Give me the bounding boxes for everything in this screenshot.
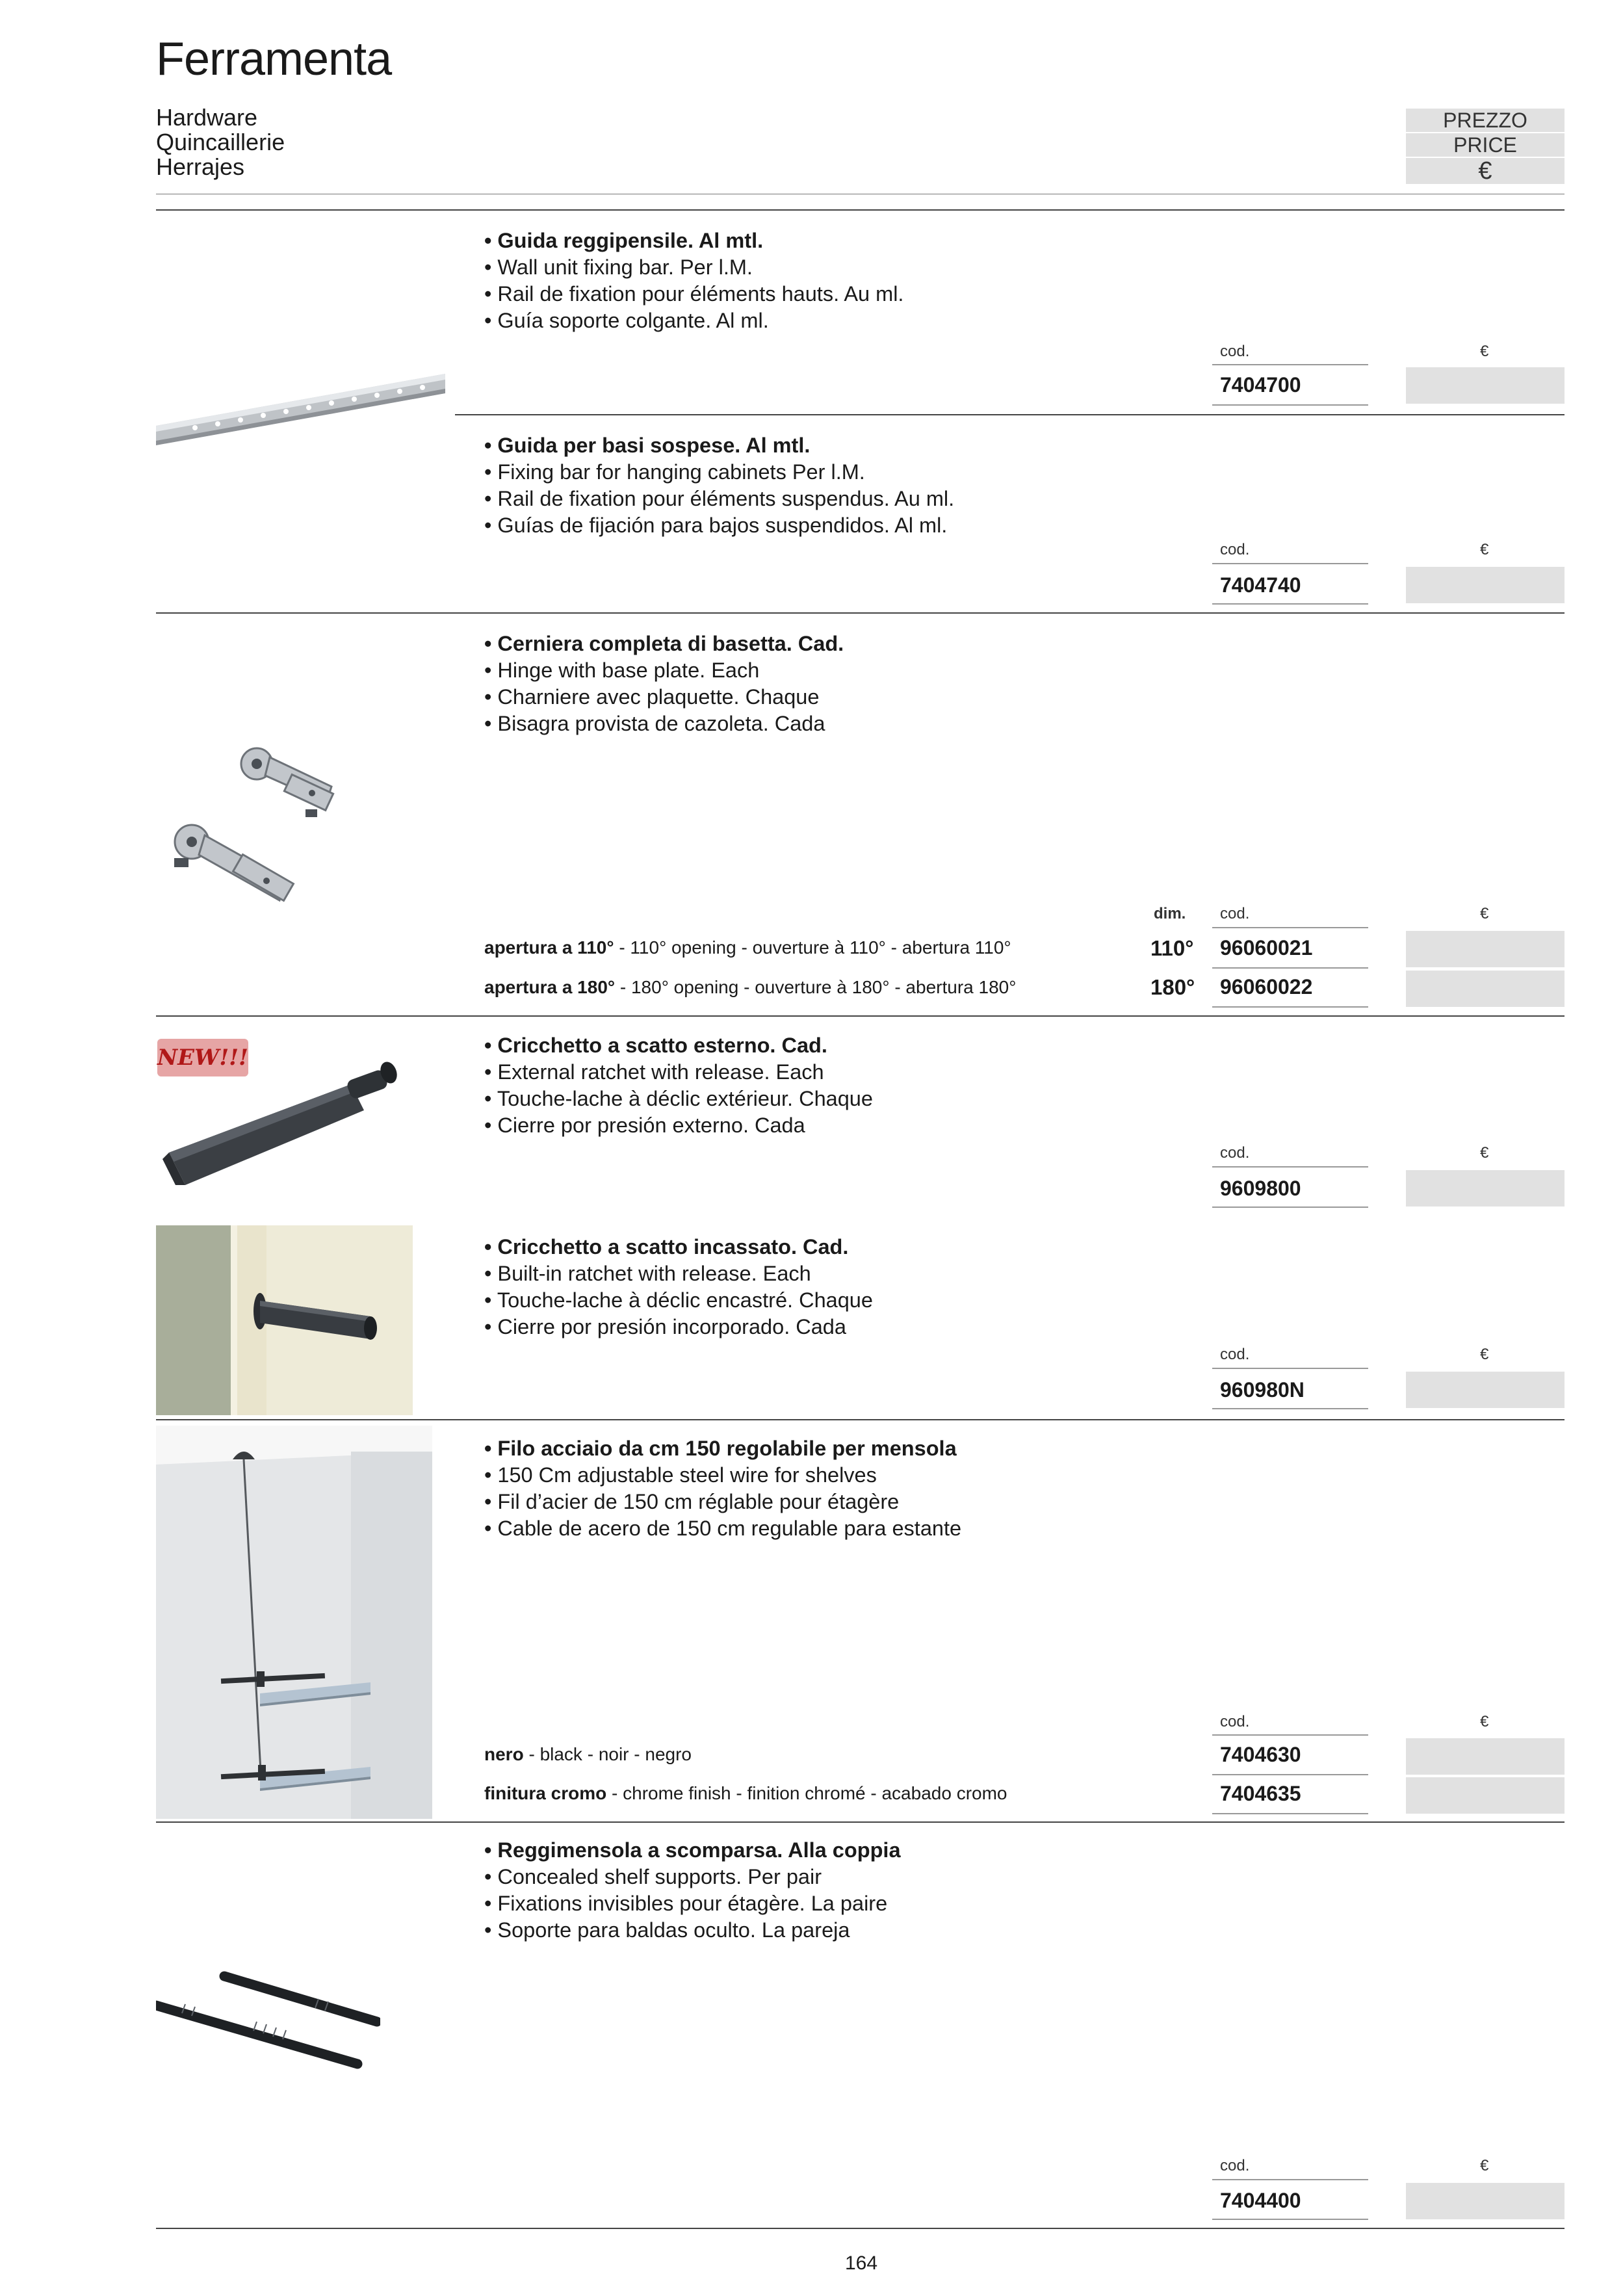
variant-name: finitura cromo — [484, 1783, 607, 1803]
price-field[interactable] — [1406, 1777, 1565, 1814]
product-description-3 — [484, 631, 844, 737]
product-line-fr: • Charniere avec plaquette. Chaque — [484, 685, 820, 709]
product-description-2 — [484, 432, 954, 539]
row-divider — [455, 414, 1565, 415]
row-divider — [156, 1821, 1565, 1823]
dim-label: dim. — [1154, 905, 1186, 922]
page-title: Ferramenta — [156, 33, 392, 85]
code-label: cod. — [1220, 1144, 1250, 1162]
product-line-en: • Built-in ratchet with release. Each — [484, 1262, 811, 1285]
price-field[interactable] — [1406, 567, 1565, 603]
product-title: • Cricchetto a scatto esterno. Cad. — [484, 1034, 827, 1057]
product-description-1 — [484, 228, 903, 334]
price-field[interactable] — [1406, 1170, 1565, 1207]
euro-label: € — [1480, 905, 1489, 922]
product-line-fr: • Fixations invisibles pour étagère. La paire — [484, 1892, 888, 1915]
code-underline — [1212, 2219, 1368, 2220]
code-underline — [1212, 563, 1368, 564]
variant-label — [484, 977, 1016, 998]
code-underline — [1212, 603, 1368, 605]
product-code: 7404400 — [1220, 2189, 1301, 2212]
product-line-fr: • Touche-lache à déclic encastré. Chaque — [484, 1288, 873, 1312]
euro-label: € — [1480, 1346, 1489, 1363]
code-underline — [1212, 404, 1368, 406]
subtitle-es: Herrajes — [156, 153, 245, 180]
product-line-es: • Guía soporte colgante. Al ml. — [484, 309, 769, 332]
subtitle-fr: Quincaillerie — [156, 129, 285, 155]
code-label: cod. — [1220, 343, 1250, 360]
code-underline — [1212, 1207, 1368, 1208]
row-divider — [156, 612, 1565, 614]
product-line-es: • Cierre por presión incorporado. Cada — [484, 1315, 846, 1338]
product-title: • Guida reggipensile. Al mtl. — [484, 229, 764, 252]
product-code: 7404740 — [1220, 573, 1301, 597]
variant-label — [484, 1744, 692, 1765]
variant-name: apertura a 180° — [484, 977, 616, 997]
product-line-en: • 150 Cm adjustable steel wire for shelves — [484, 1463, 877, 1487]
product-line-es: • Guías de fijación para bajos suspendidos. Al ml. — [484, 514, 948, 537]
row-divider — [156, 2228, 1565, 2229]
code-underline — [1212, 1408, 1368, 1409]
price-field[interactable] — [1406, 931, 1565, 967]
price-header-it: PREZZO — [1406, 109, 1565, 132]
product-line-en: • Fixing bar for hanging cabinets Per l.M. — [484, 460, 865, 484]
product-line-fr: • Touche-lache à déclic extérieur. Chaque — [484, 1087, 873, 1110]
euro-label: € — [1480, 1713, 1489, 1730]
euro-label: € — [1480, 2157, 1489, 2174]
code-label: cod. — [1220, 541, 1250, 558]
product-line-es: • Bisagra provista de cazoleta. Cada — [484, 712, 825, 735]
variant-name: apertura a 110° — [484, 937, 614, 958]
new-badge: NEW!!! — [157, 1039, 248, 1076]
external-ratchet-image — [156, 1039, 413, 1205]
product-code: 96060021 — [1220, 936, 1313, 959]
product-line-en: • Hinge with base plate. Each — [484, 659, 760, 682]
product-description-6 — [484, 1435, 961, 1542]
code-label: cod. — [1220, 1713, 1250, 1730]
code-underline — [1212, 927, 1368, 928]
product-line-fr: • Rail de fixation pour éléments suspendus. Au ml. — [484, 487, 955, 510]
page-number: 164 — [845, 2252, 878, 2274]
product-description-4 — [484, 1032, 873, 1139]
code-underline — [1212, 1368, 1368, 1369]
product-title: • Cricchetto a scatto incassato. Cad. — [484, 1235, 849, 1259]
code-underline — [1212, 1774, 1368, 1775]
code-label: cod. — [1220, 1346, 1250, 1363]
product-line-en: • External ratchet with release. Each — [484, 1060, 824, 1084]
product-line-fr: • Rail de fixation pour éléments hauts. Au ml. — [484, 282, 904, 306]
product-code: 96060022 — [1220, 975, 1313, 998]
variant-translations: - 180° opening - ouverture à 180° - abertura 180° — [615, 977, 1017, 997]
product-description-5 — [484, 1234, 873, 1340]
product-code: 7404630 — [1220, 1743, 1301, 1766]
product-line-en: • Wall unit fixing bar. Per l.M. — [484, 255, 753, 279]
euro-label: € — [1480, 541, 1489, 558]
subtitle-en: Hardware — [156, 104, 258, 131]
code-label: cod. — [1220, 2157, 1250, 2174]
variant-dim: 110° — [1150, 936, 1194, 960]
product-title: • Guida per basi sospese. Al mtl. — [484, 434, 811, 457]
builtin-ratchet-image — [156, 1225, 413, 1415]
variant-dim: 180° — [1150, 975, 1195, 999]
price-field[interactable] — [1406, 367, 1565, 404]
code-label: cod. — [1220, 905, 1250, 922]
variant-translations: - 110° opening - ouverture à 110° - abertura 110° — [614, 937, 1011, 958]
variant-name: nero — [484, 1744, 524, 1764]
euro-label: € — [1480, 1144, 1489, 1162]
variant-label — [484, 1783, 1007, 1804]
price-field[interactable] — [1406, 2183, 1565, 2219]
hinge-image — [156, 718, 361, 923]
code-underline — [1212, 2179, 1368, 2180]
product-code: 9609800 — [1220, 1177, 1301, 1200]
wall-bar-image — [156, 364, 445, 455]
code-underline — [1212, 1166, 1368, 1168]
row-divider — [156, 1419, 1565, 1420]
product-line-es: • Soporte para baldas oculto. La pareja — [484, 1918, 850, 1942]
product-title: • Cerniera completa di basetta. Cad. — [484, 632, 844, 655]
product-line-es: • Cable de acero de 150 cm regulable para estante — [484, 1517, 962, 1540]
price-header-currency: € — [1406, 158, 1565, 184]
code-underline — [1212, 364, 1368, 365]
euro-label: € — [1480, 343, 1489, 360]
section-divider — [156, 209, 1565, 211]
product-line-es: • Cierre por presión externo. Cada — [484, 1114, 805, 1137]
product-line-en: • Concealed shelf supports. Per pair — [484, 1865, 822, 1888]
price-header-en: PRICE — [1406, 133, 1565, 157]
code-underline — [1212, 1006, 1368, 1008]
price-field[interactable] — [1406, 1738, 1565, 1775]
code-underline — [1212, 967, 1368, 969]
code-underline — [1212, 1734, 1368, 1736]
variant-label — [484, 937, 1011, 958]
price-field[interactable] — [1406, 1372, 1565, 1408]
product-description-7 — [484, 1837, 901, 1944]
shelf-supports-image — [156, 1970, 380, 2074]
product-title: • Reggimensola a scomparsa. Alla coppia — [484, 1838, 901, 1862]
product-title: • Filo acciaio da cm 150 regolabile per mensola — [484, 1437, 957, 1460]
product-code: 960980N — [1220, 1378, 1305, 1402]
product-line-fr: • Fil d’acier de 150 cm réglable pour étagère — [484, 1490, 900, 1513]
row-divider — [156, 1015, 1565, 1017]
steel-wire-image — [156, 1426, 432, 1819]
price-field[interactable] — [1406, 971, 1565, 1007]
variant-translations: - black - noir - negro — [523, 1744, 692, 1764]
product-code: 7404700 — [1220, 373, 1301, 397]
product-code: 7404635 — [1220, 1782, 1301, 1805]
code-underline — [1212, 1813, 1368, 1814]
variant-translations: - chrome finish - finition chromé - acabado cromo — [606, 1783, 1007, 1803]
